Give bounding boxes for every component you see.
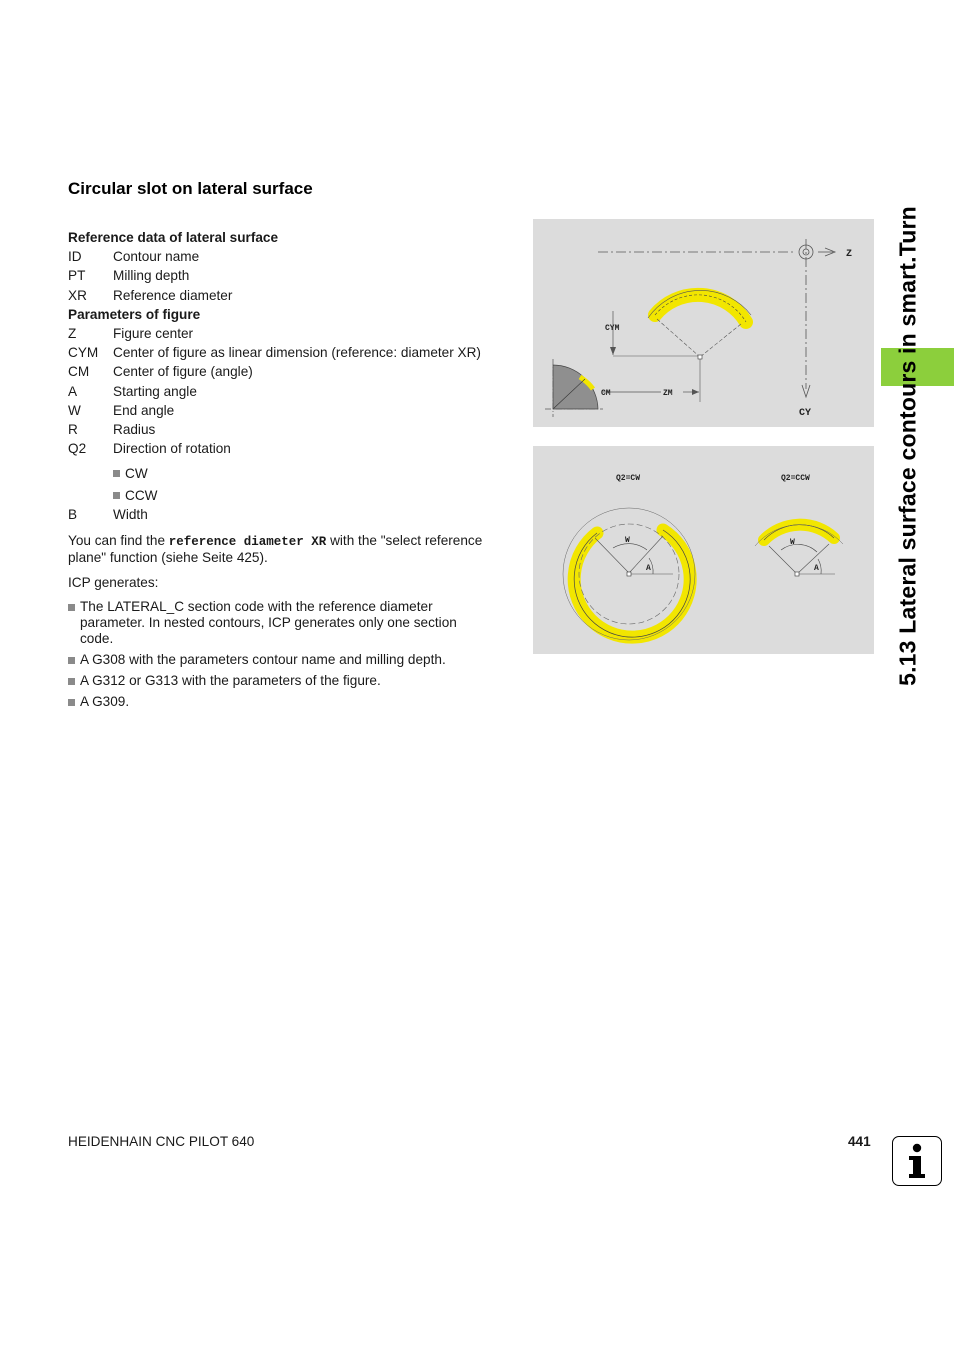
label-cm: CM xyxy=(601,389,611,398)
option-cw: CW xyxy=(68,464,518,483)
param-row: W End angle xyxy=(68,402,175,418)
param-row: CYM Center of figure as linear dimension (reference: diameter XR) xyxy=(68,345,481,361)
option-ccw: CCW xyxy=(68,486,518,505)
label-a-cw: A xyxy=(646,564,651,573)
icp-intro: ICP generates: xyxy=(68,575,159,590)
figure-dimension-diagram xyxy=(533,219,874,427)
list-item: The LATERAL_C section code with the reference diameter parameter. In nested contours, ICP generates only one section code. xyxy=(68,599,508,647)
list-item: A G308 with the parameters contour name and milling depth. xyxy=(68,652,508,668)
bullet-square-icon xyxy=(68,678,75,685)
bullet-square-icon xyxy=(113,492,120,499)
info-glyph-icon xyxy=(893,1137,940,1184)
param-row: PT Milling depth xyxy=(68,268,190,284)
bullet-square-icon xyxy=(68,657,75,664)
label-q2-cw: Q2=CW xyxy=(616,474,641,483)
param-row: Q2 Direction of rotation xyxy=(68,441,231,457)
label-w-cw: W xyxy=(625,536,630,545)
label-a-ccw: A xyxy=(814,564,819,573)
param-row: R Radius xyxy=(68,422,156,438)
section-title: Circular slot on lateral surface xyxy=(68,179,313,198)
parameter-list xyxy=(68,228,518,524)
info-icon xyxy=(892,1136,942,1186)
label-cym: CYM xyxy=(605,324,620,333)
label-cy: CY xyxy=(799,408,812,419)
param-row: B Width xyxy=(68,506,148,522)
param-row: A Starting angle xyxy=(68,383,197,399)
label-z: Z xyxy=(846,249,853,260)
page-number: 441 xyxy=(848,1134,871,1149)
group-heading-figure: Parameters of figure xyxy=(68,306,201,322)
icp-bullet-list xyxy=(68,599,508,715)
bullet-square-icon xyxy=(113,470,120,477)
footer-product: HEIDENHAIN CNC PILOT 640 xyxy=(68,1134,255,1149)
figure-rotation-diagram xyxy=(533,446,874,654)
dimension-diagram-svg xyxy=(533,219,874,427)
label-q2-ccw: Q2=CCW xyxy=(781,474,810,483)
bullet-square-icon xyxy=(68,699,75,706)
reference-note: You can find the reference diameter XR with the "select reference plane" function (siehe Seite 425). xyxy=(68,533,483,565)
bullet-square-icon xyxy=(68,604,75,611)
param-row: CM Center of figure (angle) xyxy=(68,364,253,380)
label-w-ccw: W xyxy=(790,538,795,547)
list-item: A G312 or G313 with the parameters of the figure. xyxy=(68,673,508,689)
rotation-diagram-svg xyxy=(533,446,874,654)
param-row: ID Contour name xyxy=(68,249,200,265)
label-zm: ZM xyxy=(663,389,673,398)
param-row: XR Reference diameter xyxy=(68,287,233,303)
list-item: A G309. xyxy=(68,694,508,710)
group-heading-reference: Reference data of lateral surface xyxy=(68,230,279,245)
code-term: reference diameter XR xyxy=(168,535,327,549)
param-row: Z Figure center xyxy=(68,326,194,342)
